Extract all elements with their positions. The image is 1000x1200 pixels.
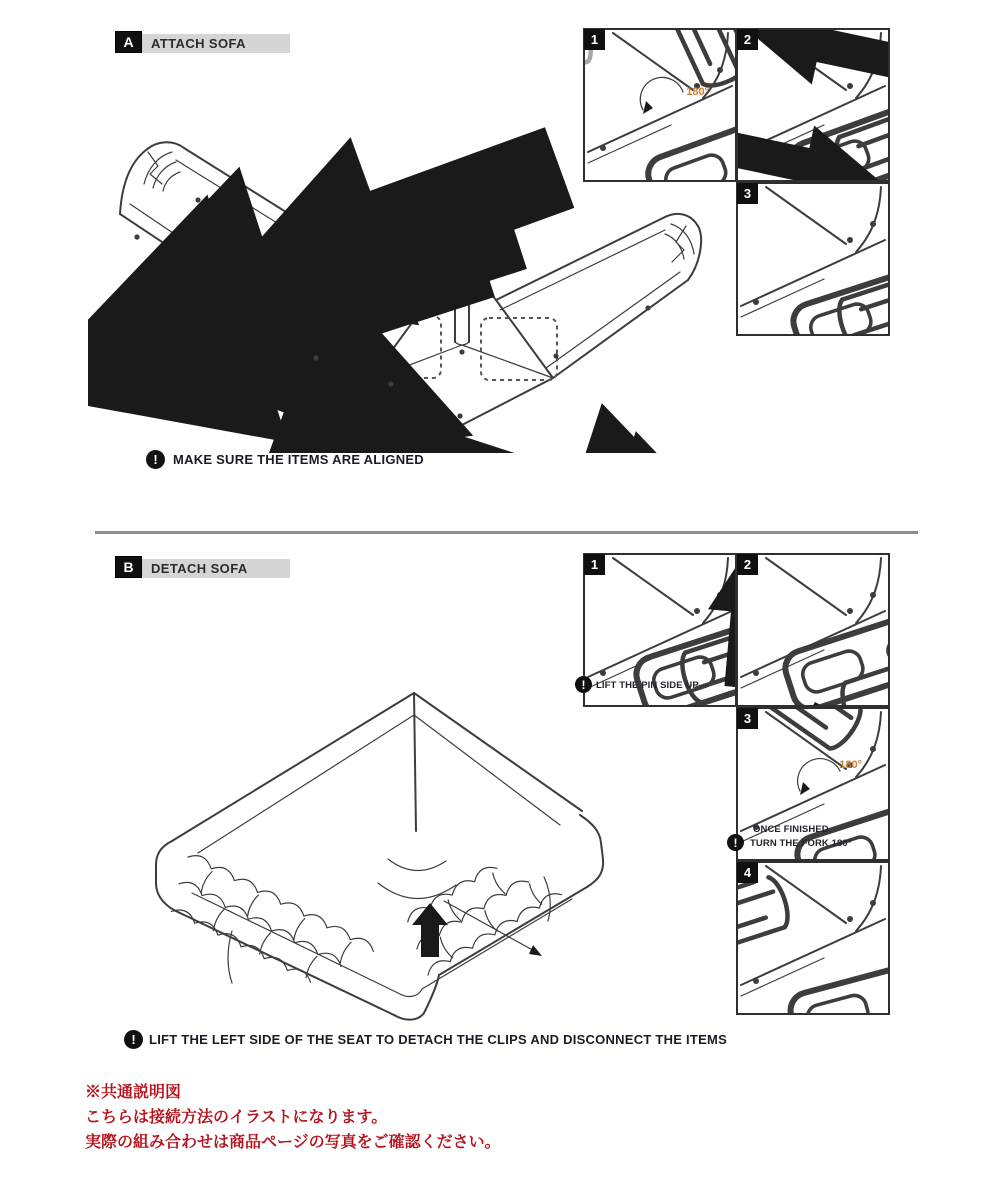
step-number: 2 (737, 29, 758, 50)
footer-note-line2: こちらは接続方法のイラストになります。 (85, 1109, 388, 1126)
section-a-title-bar (142, 34, 290, 53)
section-a-title: ATTACH SOFA (151, 36, 246, 51)
footer-note-line3: 実際の組み合わせは商品ページの写真をご確認ください。 (85, 1134, 501, 1151)
step-illustration (585, 30, 735, 180)
step-panel-a1 (583, 28, 737, 182)
attach-note (146, 450, 424, 469)
angle-label: 180° (686, 86, 709, 98)
angle-label: 180° (839, 759, 862, 771)
step-number: 1 (584, 29, 605, 50)
step-panel-b3 (736, 707, 890, 861)
section-b-header (115, 556, 290, 578)
detach-note (124, 1030, 727, 1049)
step-number: 3 (737, 183, 758, 204)
warning-icon (727, 834, 744, 851)
section-a-badge: A (115, 31, 142, 53)
step-panel-b1 (583, 553, 737, 707)
detach-sofa-illustration (92, 645, 652, 1030)
detach-note-text: LIFT THE LEFT SIDE OF THE SEAT TO DETACH THE CLIPS AND DISCONNECT THE ITEMS (149, 1032, 727, 1047)
section-b-title: DETACH SOFA (151, 561, 248, 576)
step-illustration (738, 555, 888, 705)
step-illustration (738, 184, 888, 334)
attach-note-text: MAKE SURE THE ITEMS ARE ALIGNED (173, 452, 424, 467)
step-panel-a3 (736, 182, 890, 336)
step-caption: LIFT THE PIN SIDE UP (596, 680, 699, 691)
step-panel-b2 (736, 553, 890, 707)
footer-note (85, 1080, 501, 1155)
step-number: 1 (584, 554, 605, 575)
warning-icon (146, 450, 165, 469)
step-illustration (738, 863, 888, 1013)
step-number: 3 (737, 708, 758, 729)
footer-note-line1: ※共通説明図 (85, 1084, 182, 1101)
section-b-title-bar (142, 559, 290, 578)
step-caption-line1: ONCE FINISHED, (753, 824, 832, 835)
step-panel-b4 (736, 861, 890, 1015)
step-number: 4 (737, 862, 758, 883)
step-illustration (738, 709, 888, 859)
warning-icon (124, 1030, 143, 1049)
step-number: 2 (737, 554, 758, 575)
warning-icon (575, 676, 592, 693)
section-divider (95, 531, 918, 534)
step-caption-line2: TURN THE FORK 180° (750, 838, 852, 849)
step-illustration (738, 30, 888, 180)
section-b-badge: B (115, 556, 142, 578)
step-panel-a2 (736, 28, 890, 182)
section-a-header (115, 31, 290, 53)
